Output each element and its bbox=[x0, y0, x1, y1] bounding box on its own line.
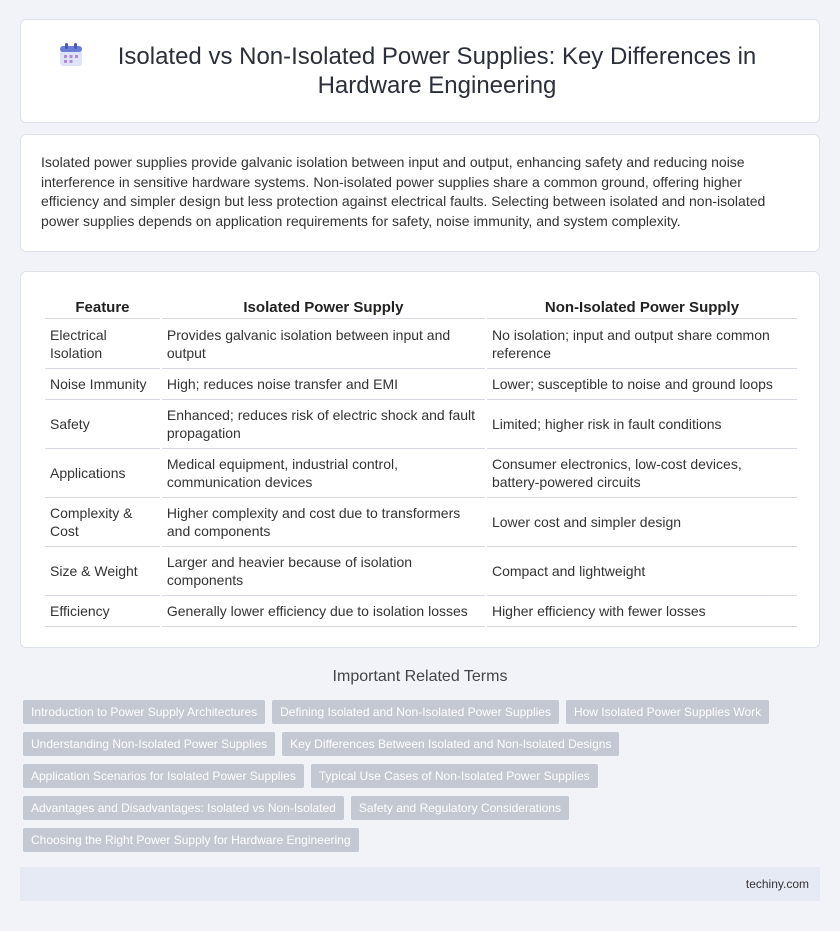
related-terms-list bbox=[23, 700, 817, 852]
header-card bbox=[20, 19, 820, 123]
footer bbox=[20, 867, 820, 901]
page-title: Isolated vs Non-Isolated Power Supplies: Key Differences in Hardware Engineering bbox=[117, 43, 757, 99]
related-term-tag[interactable]: How Isolated Power Supplies Work bbox=[566, 700, 769, 724]
comparison-card bbox=[20, 271, 820, 648]
related-term-tag[interactable]: Choosing the Right Power Supply for Hardware Engineering bbox=[23, 828, 359, 852]
non-isolated-cell: Higher efficiency with fewer losses bbox=[487, 596, 797, 627]
related-term-tag[interactable]: Typical Use Cases of Non-Isolated Power Supplies bbox=[311, 764, 598, 788]
isolated-cell: Provides galvanic isolation between input and output bbox=[162, 319, 485, 369]
comparison-table bbox=[43, 296, 799, 627]
isolated-cell: Medical equipment, industrial control, communication devices bbox=[162, 449, 485, 498]
table-row bbox=[45, 400, 797, 449]
related-term-tag[interactable]: Advantages and Disadvantages: Isolated vs Non-Isolated bbox=[23, 796, 344, 820]
isolated-cell: Enhanced; reduces risk of electric shock and fault propagation bbox=[162, 400, 485, 449]
table-header-row bbox=[45, 296, 797, 319]
isolated-cell: Generally lower efficiency due to isolation losses bbox=[162, 596, 485, 627]
isolated-cell: Higher complexity and cost due to transformers and components bbox=[162, 498, 485, 547]
related-term-tag[interactable]: Safety and Regulatory Considerations bbox=[351, 796, 569, 820]
calendar-icon bbox=[58, 42, 84, 68]
feature-cell: Noise Immunity bbox=[45, 369, 160, 400]
related-term-tag[interactable]: Application Scenarios for Isolated Power Supplies bbox=[23, 764, 304, 788]
table-row bbox=[45, 547, 797, 596]
header-feature: Feature bbox=[45, 296, 160, 319]
non-isolated-cell: Compact and lightweight bbox=[487, 547, 797, 596]
non-isolated-cell: No isolation; input and output share common reference bbox=[487, 319, 797, 369]
related-term-tag[interactable]: Defining Isolated and Non-Isolated Power Supplies bbox=[272, 700, 559, 724]
table-row bbox=[45, 596, 797, 627]
table-row bbox=[45, 319, 797, 369]
isolated-cell: High; reduces noise transfer and EMI bbox=[162, 369, 485, 400]
feature-cell: Applications bbox=[45, 449, 160, 498]
related-term-tag[interactable]: Key Differences Between Isolated and Non-Isolated Designs bbox=[282, 732, 619, 756]
table-row bbox=[45, 369, 797, 400]
table-row bbox=[45, 498, 797, 547]
feature-cell: Size & Weight bbox=[45, 547, 160, 596]
table-row bbox=[45, 449, 797, 498]
non-isolated-cell: Consumer electronics, low-cost devices, battery-powered circuits bbox=[487, 449, 797, 498]
header-non-isolated: Non-Isolated Power Supply bbox=[487, 296, 797, 319]
non-isolated-cell: Lower; susceptible to noise and ground loops bbox=[487, 369, 797, 400]
isolated-cell: Larger and heavier because of isolation components bbox=[162, 547, 485, 596]
feature-cell: Safety bbox=[45, 400, 160, 449]
intro-card bbox=[20, 134, 820, 252]
footer-site-link[interactable]: techiny.com bbox=[745, 877, 809, 891]
feature-cell: Efficiency bbox=[45, 596, 160, 627]
feature-cell: Complexity & Cost bbox=[45, 498, 160, 547]
related-term-tag[interactable]: Introduction to Power Supply Architectures bbox=[23, 700, 265, 724]
related-terms-title: Important Related Terms bbox=[332, 668, 508, 685]
non-isolated-cell: Limited; higher risk in fault conditions bbox=[487, 400, 797, 449]
related-term-tag[interactable]: Understanding Non-Isolated Power Supplies bbox=[23, 732, 275, 756]
feature-cell: Electrical Isolation bbox=[45, 319, 160, 369]
header-isolated: Isolated Power Supply bbox=[162, 296, 485, 319]
intro-text: Isolated power supplies provide galvanic isolation between input and output, enhancing safety and reducing noise interference in sensitive hardware systems. Non-isolated power supplies share a common ground, offering higher efficiency and simpler design but less protection against electrical faults. Selecting between isolated and non-isolated power supplies depends on application requirements for safety, noise immunity, and system complexity. bbox=[41, 154, 766, 229]
non-isolated-cell: Lower cost and simpler design bbox=[487, 498, 797, 547]
